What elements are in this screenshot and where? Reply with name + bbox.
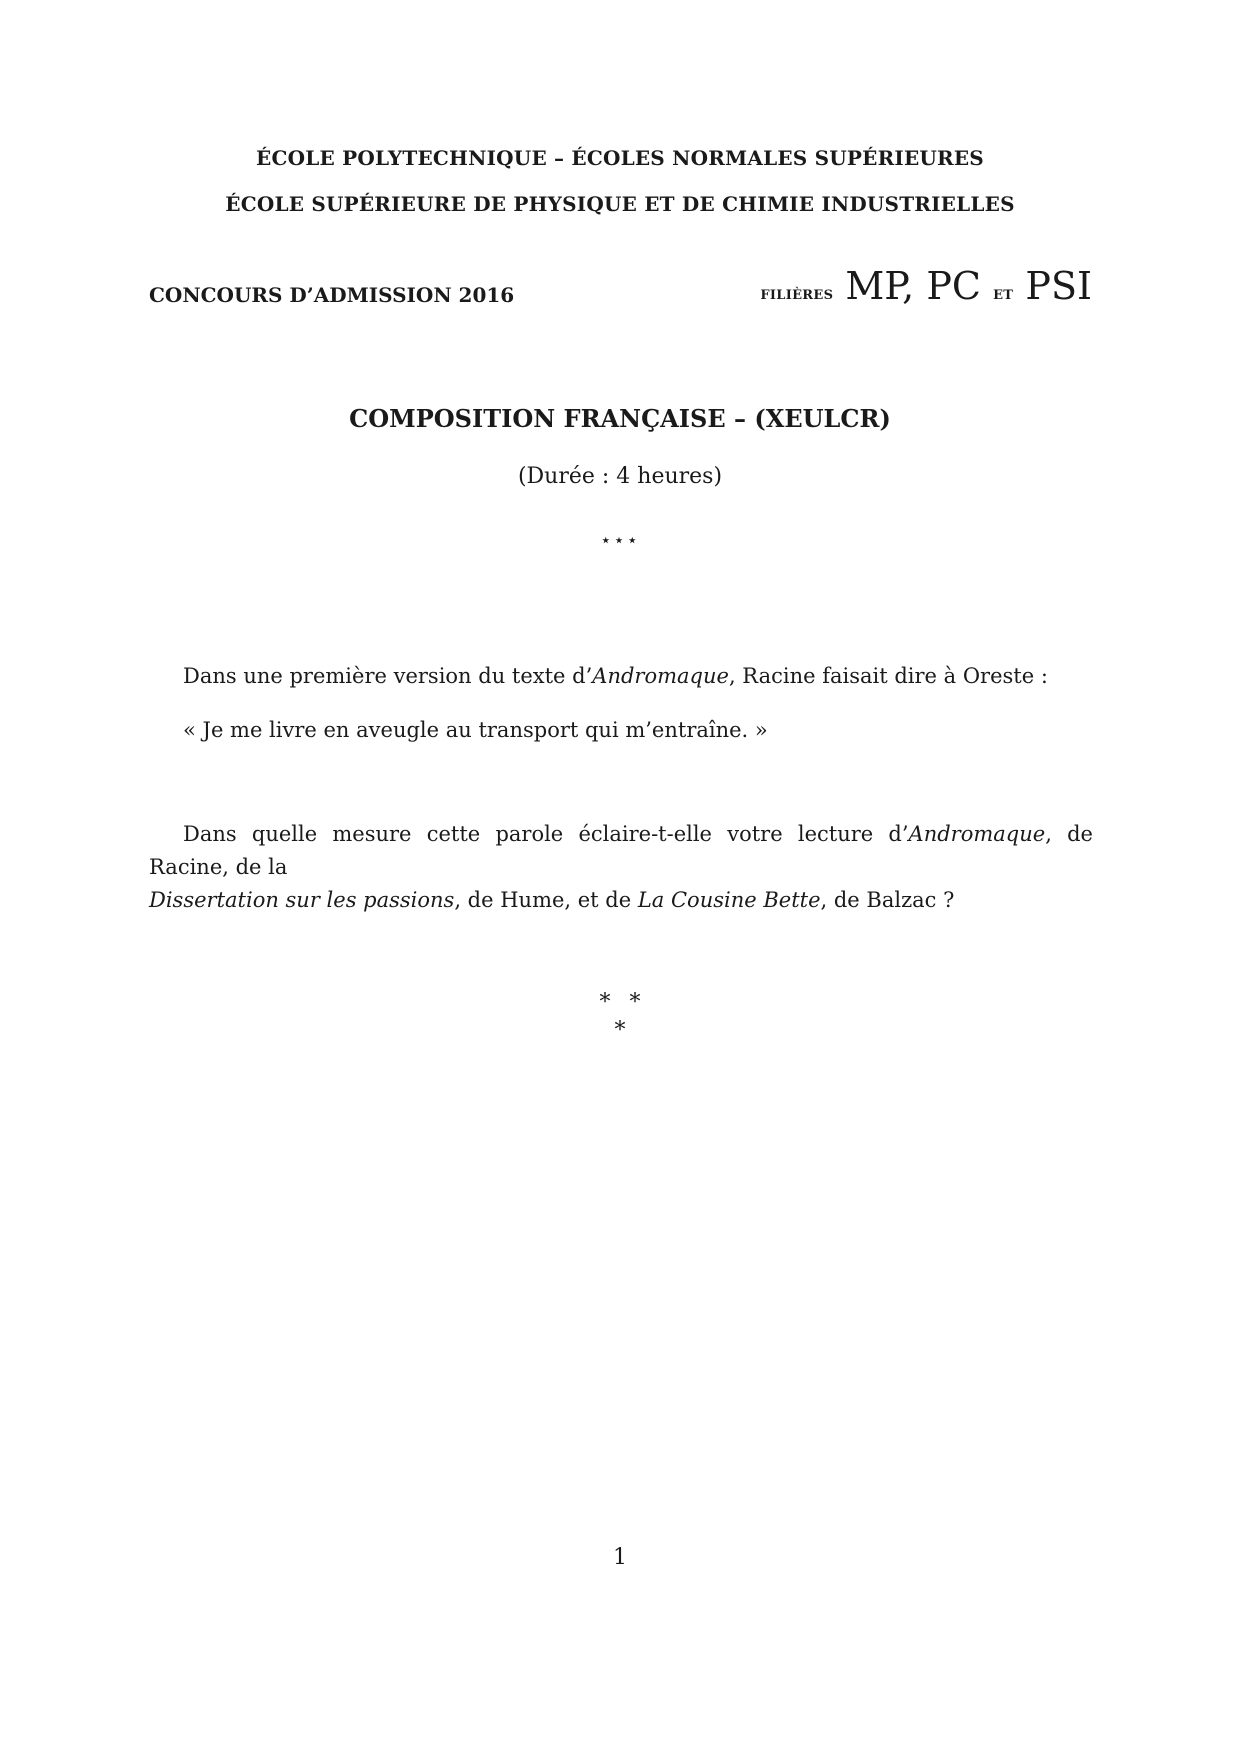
institution-line-1: ÉCOLE POLYTECHNIQUE – ÉCOLES NORMALES SUPÉRIEURES — [256, 146, 984, 170]
filieres-line — [760, 264, 1092, 315]
question-work-1: Andromaque — [908, 822, 1046, 846]
exam-title: COMPOSITION FRANÇAISE – (XEULCR) — [349, 404, 891, 433]
intro-work-title: Andromaque — [592, 664, 729, 688]
star-separator: ⋆⋆⋆ — [600, 530, 640, 551]
concours-label: CONCOURS D’ADMISSION 2016 — [149, 283, 515, 307]
filiere-connector: et — [993, 282, 1014, 304]
page-number: 1 — [613, 1545, 627, 1570]
exam-duration: (Durée : 4 heures) — [517, 464, 723, 489]
intro-suffix: , Racine faisait dire à Oreste : — [728, 664, 1048, 688]
intro-paragraph — [149, 660, 1093, 693]
filiere-pc: PC — [926, 264, 981, 308]
filiere-mp: MP, — [845, 264, 915, 308]
question-paragraph — [149, 818, 1093, 917]
question-work-3: La Cousine Bette — [637, 888, 821, 912]
institution-line-2: ÉCOLE SUPÉRIEURE DE PHYSIQUE ET DE CHIMIE INDUSTRIELLES — [225, 192, 1015, 216]
intro-prefix: Dans une première version du texte d’ — [183, 664, 593, 688]
question-part-3: , de Hume, et de — [454, 888, 638, 912]
question-work-2: Dissertation sur les passions — [149, 888, 455, 912]
asterism-bottom: * — [614, 1018, 626, 1043]
filiere-psi: PSI — [1025, 264, 1092, 308]
asterism-top: * * — [599, 990, 641, 1015]
filieres-label: filières — [760, 282, 834, 304]
quote-paragraph: « Je me livre en aveugle au transport qui m’entraîne. » — [183, 718, 768, 742]
question-part-2: , de Racine, de la — [149, 822, 1093, 879]
question-part-1: Dans quelle mesure cette parole éclaire-t-elle votre lecture d’ — [183, 822, 909, 846]
question-part-4: , de Balzac ? — [820, 888, 955, 912]
